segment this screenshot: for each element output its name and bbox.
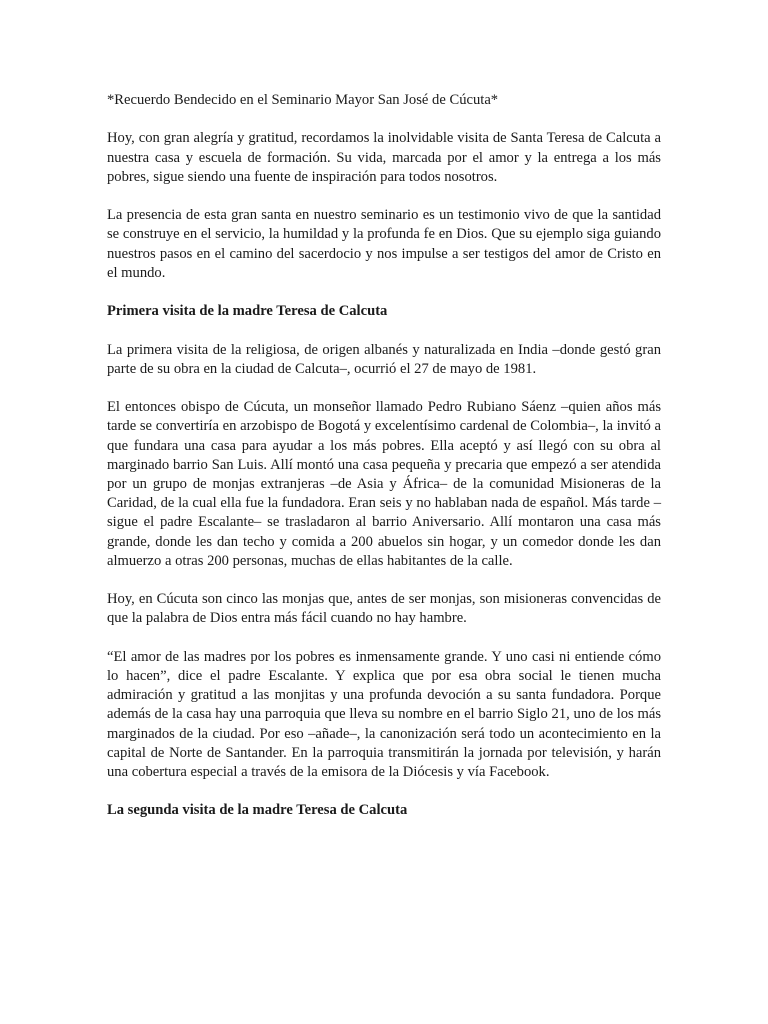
section-heading: Primera visita de la madre Teresa de Calcuta: [107, 303, 388, 320]
body-paragraph: La primera visita de la religiosa, de origen albanés y naturalizada en India –donde gestó gran parte de su obra en la ciudad de Calcuta–, ocurrió el 27 de mayo de 1981.: [107, 341, 661, 377]
intro-paragraph: Hoy, con gran alegría y gratitud, recordamos la inolvidable visita de Santa Teresa de Calcuta a nuestra casa y escuela de formación. Su vida, marcada por el amor y la entrega a los más pobres, sigue siendo una fuente de inspiración para todos nosotros.: [107, 130, 661, 185]
section-heading: La segunda visita de la madre Teresa de Calcuta: [107, 802, 408, 819]
body-paragraph: “El amor de las madres por los pobres es inmensamente grande. Y uno casi ni entiende cómo lo hacen”, dice el padre Escalante. Y explica que por esa obra social le tienen mucha admiración y gratitud a las monjitas y una profunda devoción a su santa fundadora. Porque además de la casa hay una parroquia que lleva su nombre en el barrio Siglo 21, uno de los más marginados de la ciudad. Por eso –añade–, la canonización será todo un acontecimiento en la capital de Norte de Santander. En la parroquia transmitirán la jornada por televisión, y harán una cobertura especial a través de la emisora de la Diócesis y vía Facebook.: [107, 648, 661, 780]
body-paragraph: El entonces obispo de Cúcuta, un monseñor llamado Pedro Rubiano Sáenz –quien años más tarde se convertiría en arzobispo de Bogotá y excelentísimo cardenal de Colombia–, la invitó a que fundara una casa para ayudar a los más pobres. Ella aceptó y así llegó con su obra al marginado barrio San Luis. Allí montó una casa pequeña y precaria que empezó a ser atendida por un grupo de monjas extranjeras –de Asia y África– de la comunidad Misioneras de la Caridad, de la cual ella fue la fundadora. Eran seis y no hablaban nada de español. Más tarde –sigue el padre Escalante– se trasladaron al barrio Aniversario. Allí montaron una casa más grande, donde les dan techo y comida a 200 abuelos sin hogar, y un comedor donde les dan almuerzo a otras 200 personas, muchas de ellas habitantes de la calle.: [107, 399, 661, 569]
intro-paragraph: La presencia de esta gran santa en nuestro seminario es un testimonio vivo de que la santidad se construye en el servicio, la humildad y la profunda fe en Dios. Que su ejemplo siga guiando nuestros pasos en el camino del sacerdocio y nos impulse a ser testigos del amor de Cristo en el mundo.: [107, 207, 661, 281]
body-paragraph: Hoy, en Cúcuta son cinco las monjas que, antes de ser monjas, son misioneras convencidas de que la palabra de Dios entra más fácil cuando no hay hambre.: [107, 591, 661, 627]
document-title-line: *Recuerdo Bendecido en el Seminario Mayor San José de Cúcuta*: [107, 92, 499, 108]
